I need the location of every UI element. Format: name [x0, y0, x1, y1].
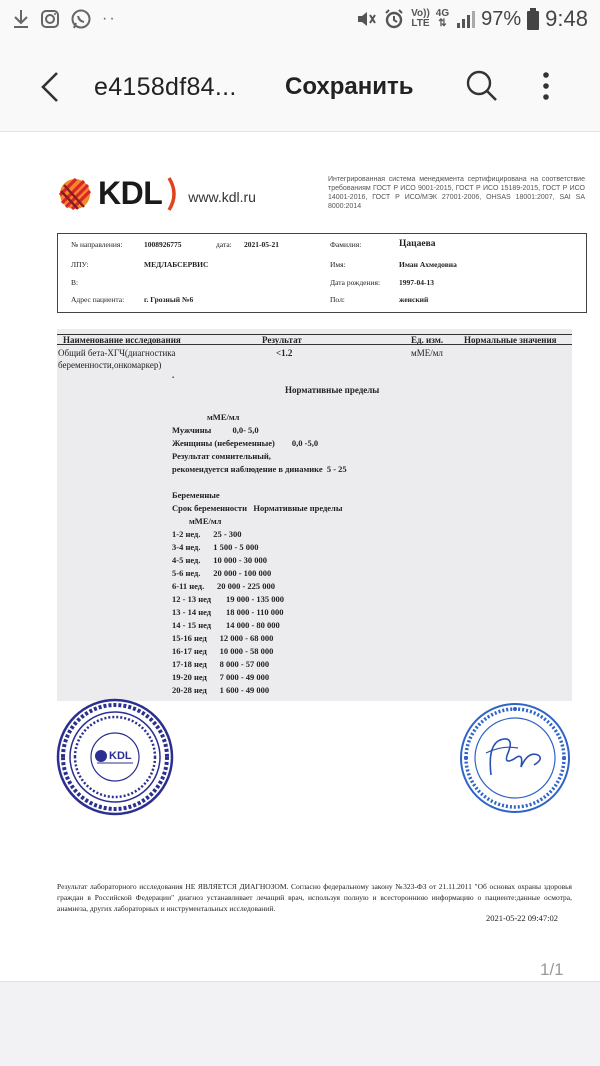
norm-line: 19-20 нед 7 000 - 49 000 [172, 672, 270, 682]
results-table [57, 329, 572, 701]
page-indicator: 1/1 [540, 960, 564, 979]
more-icon[interactable] [528, 66, 564, 106]
norm-line: 17-18 нед 8 000 - 57 000 [172, 659, 270, 669]
disclaimer-text: Результат лабораторного исследования НЕ ЯВЛЯЕТСЯ ДИАГНОЗОМ. Согласно федеральному закону №323-ФЗ от 21.11.2011 "Об основах охраны здоровья граждан в Российской Федерации" диагноз устанавливает лечащий врач, используя полную и всестороннюю информацию о пациенте:данные осмотра, анамнеза, других лабораторных и инструментальных исследований. [57, 882, 572, 913]
norm-line: 15-16 нед 12 000 - 68 000 [172, 633, 274, 643]
norm-line: 3-4 нед. 1 500 - 5 000 [172, 542, 259, 552]
download-icon [12, 9, 30, 29]
result-value: <1.2 [276, 348, 293, 358]
norm-line: 13 - 14 нед 18 000 - 110 000 [172, 607, 284, 617]
sex-label: Пол: [330, 295, 345, 304]
header-unit: Ед. изм. [411, 335, 444, 345]
name-label: Имя: [330, 260, 346, 269]
v-label: В: [71, 278, 79, 287]
print-datetime: 2021-05-22 09:47:02 [486, 913, 559, 923]
website-label: www.kdl.ru [188, 188, 256, 205]
name-value: Иман Ахмедовна [399, 260, 457, 269]
svg-text:KDL: KDL [109, 750, 132, 762]
header-test-name: Наименование исследования [63, 335, 181, 345]
date-label: дата: [216, 240, 232, 249]
referral-value: 1008926775 [144, 240, 182, 249]
logo-bracket-icon [166, 176, 180, 212]
network-gen-indicator: 4G ⇅ [435, 8, 450, 29]
test-name-line1: Общий бета-ХГЧ(диагностика [58, 348, 176, 358]
mute-icon [355, 9, 377, 29]
lpu-label: ЛПУ: [71, 260, 89, 269]
normative-ranges [172, 411, 347, 697]
logo-text: KDL [98, 175, 163, 211]
norm-line: Результат сомнительный, [172, 451, 271, 461]
signal-icon [455, 9, 475, 29]
status-bar [0, 0, 600, 42]
unit-value: мМЕ/мл [411, 348, 443, 358]
address-value: г. Грозный №6 [144, 295, 194, 304]
surname-value: Цацаева [399, 239, 436, 249]
clock: 9:48 [545, 6, 588, 31]
lpu-value: МЕДЛАБСЕРВИС [144, 260, 209, 269]
file-title: e4158df84... [94, 73, 237, 101]
battery-percent: 97% [481, 7, 522, 30]
document-page [0, 133, 600, 981]
norm-line: Беременные [172, 490, 220, 500]
norm-line: Мужчины 0,0- 5,0 [172, 425, 259, 435]
norm-line: 4-5 нед. 10 000 - 30 000 [172, 555, 268, 565]
norm-line: Срок беременности Нормативные пределы [172, 503, 343, 513]
app-bar [0, 42, 600, 132]
alarm-icon [383, 8, 405, 30]
test-name-line2: беременности,онкомаркер) [58, 360, 162, 370]
doctor-stamp-right-icon [458, 701, 573, 816]
dob-value: 1997-04-13 [399, 278, 434, 287]
norm-dot: . [172, 370, 175, 380]
header-result: Результат [262, 335, 302, 345]
norm-title: Нормативные пределы [285, 385, 380, 395]
search-icon[interactable] [462, 66, 502, 106]
more-notifications-icon: ·· [102, 10, 117, 27]
save-button[interactable]: Сохранить [285, 73, 414, 100]
norm-line: 14 - 15 нед 14 000 - 80 000 [172, 620, 280, 630]
norm-line [172, 476, 347, 489]
results-header [57, 334, 572, 345]
patient-info-box [57, 233, 587, 313]
norm-line: 6-11 нед. 20 000 - 225 000 [172, 581, 276, 591]
norm-line: 5-6 нед. 20 000 - 100 000 [172, 568, 272, 578]
whatsapp-icon [70, 8, 92, 30]
address-label: Адрес пациента: [71, 295, 125, 304]
surname-label: Фамилия: [330, 240, 362, 249]
back-arrow-icon[interactable] [30, 67, 70, 107]
norm-line: Женщины (небеременные) 0,0 -5,0 [172, 438, 319, 448]
norm-line: 20-28 нед 1 600 - 49 000 [172, 685, 270, 695]
norm-line: 16-17 нед 10 000 - 58 000 [172, 646, 274, 656]
sex-value: женский [399, 295, 429, 304]
certification-text: Интегрированная система менеджмента сертифицирована на соответствие требованиям ГОСТ Р ИСО 9001-2015, ГОСТ Р ИСО 15189-2015, ГОСТ Р ИСО 14001-2016, ГОСТ Р ИСО/МЭК 27001-2006, OHSAS 18001:2007, SAI SA 8000:2014 [328, 176, 585, 210]
norm-line: рекомендуется наблюдение в динамике 5 - 25 [172, 464, 347, 474]
kdl-logo [58, 175, 256, 212]
bottom-area [0, 981, 600, 1066]
norm-line: мМЕ/мл [207, 412, 240, 422]
kdl-logo-mark-icon [58, 177, 92, 211]
lab-stamp-left-icon [55, 697, 175, 817]
header-normal-values: Нормальные значения [464, 335, 557, 345]
norm-line: 1-2 нед. 25 - 300 [172, 529, 242, 539]
instagram-icon [40, 9, 60, 29]
norm-line: 12 - 13 нед 19 000 - 135 000 [172, 594, 285, 604]
referral-label: № направления: [71, 240, 123, 249]
dob-label: Дата рождения: [330, 278, 381, 287]
norm-line: мМЕ/мл [172, 516, 222, 526]
date-value: 2021-05-21 [244, 240, 279, 249]
volte-indicator: Vo)) LTE [411, 8, 430, 29]
battery-icon [527, 8, 539, 30]
